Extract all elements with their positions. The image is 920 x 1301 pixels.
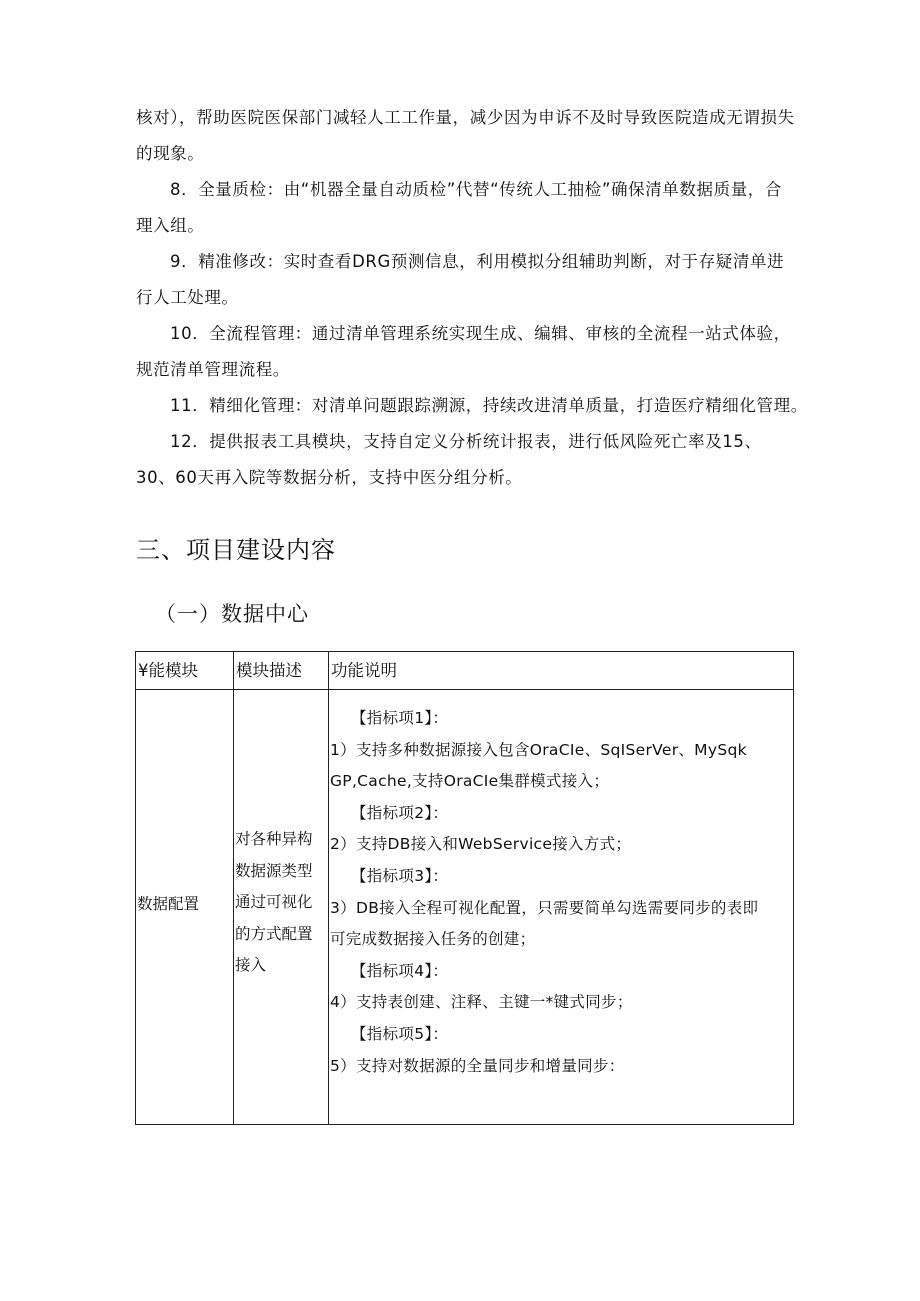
cell-module: 数据配置 [137,895,200,913]
function-line: 可完成数据接入任务的创建； [330,930,536,949]
indicator-label: 【指标项2】： [351,803,449,822]
header-module: ¥能模块 [138,661,198,680]
paragraph-item-11: 11．精细化管理：对清单问题跟踪溯源，持续改进清单质量，打造医疗精细化管理。 [170,396,808,415]
header-divider [136,689,793,690]
function-line: 3）DB接入全程可视化配置，只需要简单勾选需要同步的表即 [330,898,759,917]
paragraph-item-9: 9．精准修改：实时查看DRG预测信息，利用模拟分组辅助判断，对于存疑清单进行人工处理。 [136,252,785,307]
description-line: 数据源类型 [235,861,313,880]
function-line: 2）支持DB接入和WebService接入方式； [330,835,632,854]
column-divider [233,652,234,1124]
indicator-label: 【指标项5】： [351,1024,449,1043]
header-function: 功能说明 [331,661,397,680]
cell-function [330,703,790,1082]
header-description: 模块描述 [236,661,302,680]
function-line: 1）支持多种数据源接入包含OraCIe、SqISerVer、MySqk [330,740,747,759]
indicator-label: 【指标项1】： [351,709,449,727]
subsection-heading: （一）数据中心 [155,602,309,626]
description-line: 的方式配置 [235,924,313,943]
paragraph-item-8: 8．全量质检：由“机器全量自动质检”代替“传统人工抽检”确保清单数据质量，合理入组。 [136,180,782,235]
description-line: 通过可视化 [235,893,313,912]
description-line: 接入 [235,956,267,975]
paragraph-continued: 核对），帮助医院医保部门减轻人工工作量，减少因为申诉不及时导致医院造成无谓损失的现象。 [136,108,795,163]
column-divider [328,652,329,1124]
feature-table [135,651,794,1125]
section-heading: 三、项目建设内容 [136,536,336,564]
function-line: 4）支持表创建、注释、主键一*键式同步； [330,993,633,1012]
function-line: GP,Cache,支持OraCIe集群模式接入； [330,772,610,791]
cell-description [235,824,327,982]
function-line: 5）支持对数据源的全量同步和增量同步： [330,1056,625,1075]
indicator-label: 【指标项4】： [351,961,449,980]
indicator-label: 【指标项3】： [351,866,449,885]
paragraph-item-12: 12．提供报表工具模块，支持自定义分析统计报表，进行低风险死亡率及15、30、60天再入院等数据分析，支持中医分组分析。 [136,432,762,487]
paragraph-item-10: 10．全流程管理：通过清单管理系统实现生成、编辑、审核的全流程一站式体验，规范清单管理流程。 [136,324,791,379]
description-line: 对各种异构 [235,830,313,848]
